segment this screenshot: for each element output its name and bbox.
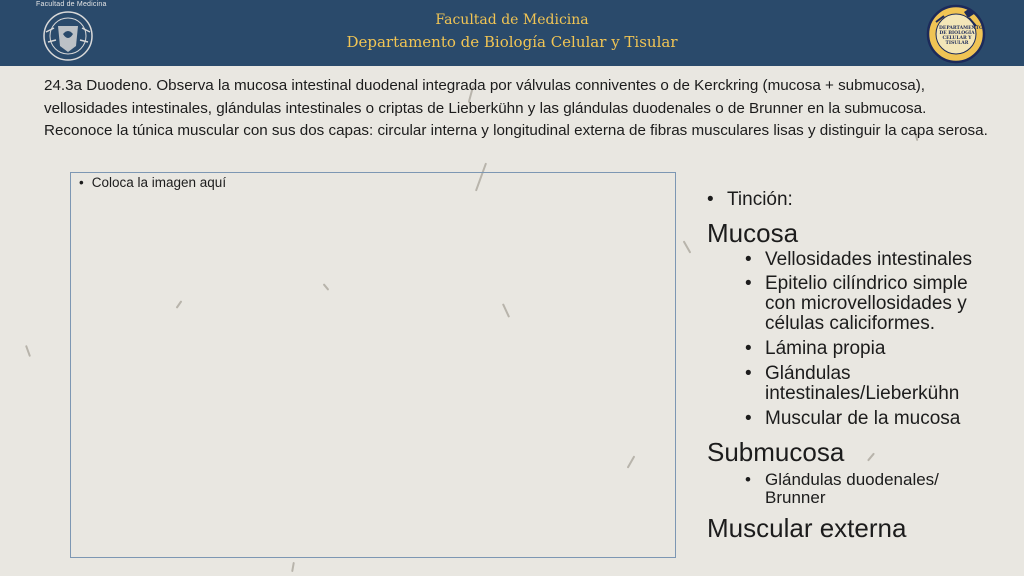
mucosa-item [745,249,973,270]
mucosa-item-continued [765,384,959,404]
bullet-dot: • [745,363,752,384]
submucosa-heading: Submucosa [707,437,845,467]
image-placeholder-text: • Coloca la imagen aquí [79,175,226,190]
mucosa-heading: Mucosa [707,218,799,248]
bullet-dot: • [745,408,752,429]
intro-paragraph [44,75,994,143]
mucosa-item-label: Lámina propia [765,338,886,359]
faculty-logo-caption: Facultad de Medicina [36,1,107,8]
mucosa-item-label: Glándulas [765,363,851,384]
paper-fleck [25,345,31,357]
image-placeholder-box[interactable] [70,172,676,558]
mucosa-item-continued [765,294,967,314]
paper-fleck [867,453,875,462]
submucosa-item-continued [765,488,825,508]
bullet-dot: • [745,338,752,359]
bullet-dot: • [745,273,752,294]
mucosa-item-continued [765,314,935,334]
section-title: Duodeno. [86,77,153,94]
paper-fleck [683,240,692,253]
stain-label: Tinción: [727,189,793,210]
submucosa-item-label: Glándulas duodenales/ [765,470,939,489]
mucosa-item-label: Epitelio cilíndrico simple [765,273,968,294]
practice-number: 24.3a [44,77,83,94]
mucosa-item-label: células caliciformes. [765,313,935,334]
bullet-dot: • [707,189,714,210]
mucosa-item [745,273,968,294]
intro-text: Observa la mucosa intestinal duodenal integrada por válvulas conniventes o de Kerckring (mucosa + submucosa), vellosidades intestinales, glándulas intestinales o criptas de Lieberkühn y las glándulas duodenales o de Brunner en la submucosa. Reconoce la túnica muscular con sus dos capas: circular interna y longitudinal externa de fibras musculares lisas y distinguir la capa serosa. [44,77,988,139]
mucosa-item-label: Vellosidades intestinales [765,249,973,270]
department-title: Departamento de Biología Celular y Tisular [346,33,678,51]
mucosa-item [745,338,886,359]
mucosa-item-label: con microvellosidades y [765,293,967,314]
muscular-heading: Muscular externa [707,513,907,543]
submucosa-item [745,470,939,490]
paper-fleck [291,562,295,572]
faculty-title: Facultad de Medicina [435,12,589,28]
stain-item [707,189,793,210]
bullet-dot: • [745,470,751,489]
mucosa-item [745,363,851,384]
mucosa-item-label: intestinales/Lieberkühn [765,383,960,404]
mucosa-item [745,408,961,429]
mucosa-item-label: Muscular de la mucosa [765,408,961,429]
submucosa-item-label: Brunner [765,488,826,507]
department-logo-text: DEPARTAMENTO DE BIOLOGÍA CELULAR Y TISULAR [939,26,983,46]
header-bar [0,0,1024,66]
bullet-dot: • [745,249,752,270]
